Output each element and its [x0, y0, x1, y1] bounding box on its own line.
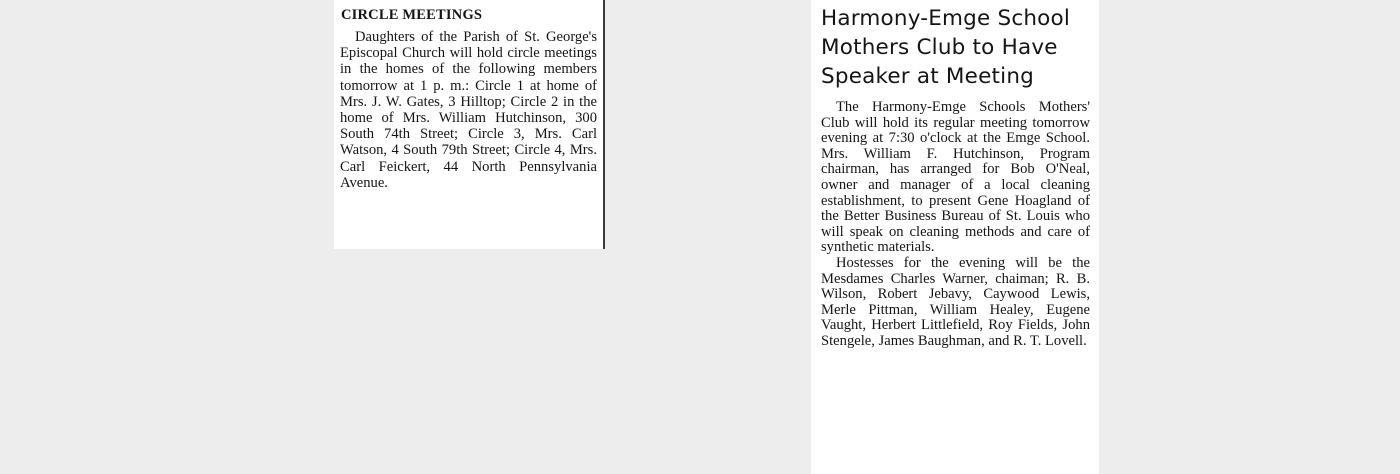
article-paragraph: The Harmony-Emge Schools Mothers' Club will hold its regular meeting tomorrow evening at 7:30 o'clock at the Emge School. Mrs. William F. Hutchinson, Program chairman, has arranged for Bob O'Neal, owner and manager of a local cleaning establishment, to present Gene Hoagland of the Better Business Bureau of St. Louis who will speak on cleaning methods and care of synthetic materials. — [821, 99, 1090, 256]
article-headline: CIRCLE MEETINGS — [341, 7, 483, 23]
article-paragraph: Hostesses for the evening will be the Mesdames Charles Warner, chaiman; R. B. Wilson, Robert Jebavy, Caywood Lewis, Merle Pittman, William Healey, Eugene Vaught, Herbert Littlefield, Roy Fields, John Stengele, James Baughman, and R. T. Lovell. — [821, 254, 1090, 349]
article-headline: Harmony-Emge School Mothers Club to Have Speaker at Meeting — [821, 6, 1071, 89]
article-paragraph: Daughters of the Parish of St. George's Episcopal Church will hold circle meetings in the homes of the following members tomorrow at 1 p. m.: Circle 1 at home of Mrs. J. W. Gates, 3 Hilltop; Circle 2 in the home of Mrs. William Hutchinson, 300 South 74th Street; Circle 3, Mrs. Carl Watson, 4 South 79th Street; Circle 4, Mrs. Carl Feickert, 44 North Pennsylvania Avenue. — [340, 29, 597, 191]
circle-meetings-clipping — [334, 0, 605, 249]
mothers-club-clipping — [811, 0, 1099, 474]
